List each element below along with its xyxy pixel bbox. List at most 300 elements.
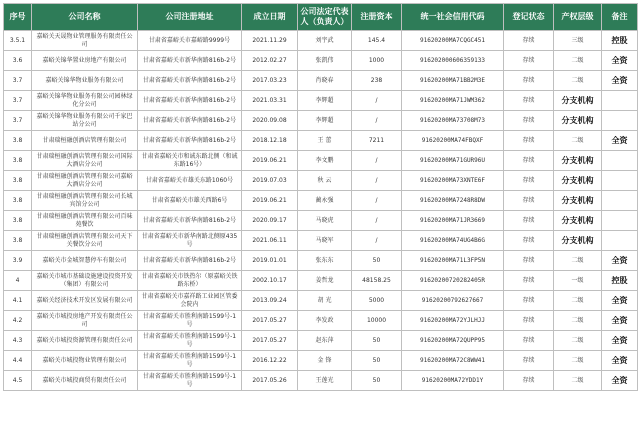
cell-addr (138, 51, 242, 71)
cell-capital-text: 1000 (368, 56, 385, 64)
cell-code (402, 251, 504, 271)
cell-note (602, 51, 638, 71)
cell-note (602, 131, 638, 151)
cell-rep-text: 刘宇武 (315, 36, 334, 44)
cell-code (402, 271, 504, 291)
cell-code (402, 51, 504, 71)
cell-seq-text: 3.5.1 (9, 36, 26, 44)
cell-date (242, 211, 298, 231)
cell-seq-text: 4.1 (12, 296, 23, 304)
cell-code-text: 91620200MA71L3FP5N (419, 256, 486, 264)
cell-rel (554, 111, 602, 131)
cell-status (504, 351, 554, 371)
cell-status-text: 存续 (522, 156, 535, 164)
table-row (4, 51, 638, 71)
cell-name-text: 嘉峪关市金城智慧停车有限公司 (42, 256, 127, 264)
header-addr: 公司注册地址 (138, 4, 242, 31)
cell-seq-text: 3.8 (12, 176, 23, 184)
header-rel: 产权层级 (554, 4, 602, 31)
cell-code-text: 91620200MA7248R8DW (419, 196, 486, 204)
cell-name-text: 嘉峪关市城投资源管理有限责任公司 (36, 336, 133, 344)
table-row (4, 131, 638, 151)
table-row (4, 31, 638, 51)
cell-name (32, 191, 138, 211)
cell-rep-text: 蔺永强 (315, 196, 334, 204)
cell-rep-text: 赵东萍 (315, 336, 334, 344)
cell-name (32, 371, 138, 391)
table-header-row (4, 4, 638, 31)
cell-status-text: 存续 (522, 56, 535, 64)
cell-seq (4, 131, 32, 151)
header-status: 登记状态 (504, 4, 554, 31)
cell-rep (298, 211, 352, 231)
cell-date (242, 331, 298, 351)
cell-date (242, 51, 298, 71)
cell-seq (4, 231, 32, 251)
cell-status-text: 存续 (522, 196, 535, 204)
cell-date-text: 2020.09.17 (252, 216, 287, 224)
cell-rel-text: 二级 (571, 136, 584, 144)
cell-name-text: 嘉峪关天晟物业管理服务有限责任公司 (36, 32, 133, 48)
cell-capital (352, 251, 402, 271)
cell-rel-text: 二级 (571, 256, 584, 264)
cell-seq (4, 51, 32, 71)
cell-capital-text: / (375, 196, 378, 204)
cell-rel (554, 351, 602, 371)
cell-seq-text: 4 (15, 276, 20, 284)
cell-addr (138, 211, 242, 231)
company-table-container (3, 3, 637, 421)
cell-note-text: 控股 (611, 275, 628, 285)
table-row (4, 271, 638, 291)
cell-seq (4, 111, 32, 131)
cell-name (32, 111, 138, 131)
cell-capital-text: 50 (372, 376, 381, 384)
cell-rel (554, 31, 602, 51)
cell-date (242, 171, 298, 191)
cell-date (242, 71, 298, 91)
cell-capital-text: 145.4 (367, 36, 386, 44)
cell-note (602, 271, 638, 291)
cell-rel-text: 分支机构 (561, 175, 594, 185)
cell-name (32, 51, 138, 71)
cell-addr-text: 甘肃省嘉峪关市雄关东路1060号 (145, 176, 234, 184)
cell-name-text: 甘肃瑞桓融创酒店管理有限公司 (42, 136, 127, 144)
cell-note (602, 311, 638, 331)
cell-rep (298, 371, 352, 391)
cell-date-text: 2019.06.21 (252, 156, 287, 164)
cell-capital-text: 10000 (366, 316, 387, 324)
cell-rel (554, 331, 602, 351)
table-row (4, 151, 638, 171)
cell-note (602, 211, 638, 231)
cell-rep-text: 李发政 (315, 316, 334, 324)
cell-capital-text: 7211 (368, 136, 385, 144)
cell-date-text: 2021.11.29 (252, 36, 287, 44)
cell-rel-text: 二级 (571, 356, 584, 364)
cell-seq (4, 31, 32, 51)
cell-capital-text: / (375, 176, 378, 184)
cell-rep (298, 171, 352, 191)
cell-seq-text: 4.4 (12, 356, 23, 364)
cell-addr (138, 31, 242, 51)
cell-seq-text: 3.9 (12, 256, 23, 264)
cell-capital-text: / (375, 96, 378, 104)
cell-rep-text: 张凯伟 (315, 56, 334, 64)
cell-status-text: 存续 (522, 116, 535, 124)
cell-rel (554, 51, 602, 71)
cell-rel-text: 分支机构 (561, 215, 594, 225)
cell-name-text: 嘉峪关锦华物业服务有限公司园林绿化分公司 (36, 92, 133, 108)
cell-name (32, 211, 138, 231)
cell-date (242, 231, 298, 251)
cell-capital (352, 131, 402, 151)
cell-rep (298, 271, 352, 291)
table-row (4, 111, 638, 131)
cell-rel-text: 分支机构 (561, 155, 594, 165)
cell-addr (138, 231, 242, 251)
cell-rep-text: 马晓虎 (315, 216, 334, 224)
cell-capital-text: / (375, 156, 378, 164)
cell-addr-text: 甘肃省嘉峪关市新华南路816b-2号 (142, 216, 237, 224)
cell-status-text: 存续 (522, 356, 535, 364)
cell-capital (352, 51, 402, 71)
cell-rel-text: 二级 (571, 76, 584, 84)
cell-addr (138, 171, 242, 191)
cell-rep (298, 71, 352, 91)
cell-rep (298, 91, 352, 111)
cell-capital (352, 271, 402, 291)
cell-name (32, 331, 138, 351)
cell-name (32, 91, 138, 111)
table-row (4, 371, 638, 391)
cell-note (602, 31, 638, 51)
cell-code-text: 91620200MA74FBQXF (421, 136, 484, 144)
cell-code (402, 171, 504, 191)
cell-status (504, 371, 554, 391)
cell-status-text: 存续 (522, 296, 535, 304)
cell-name (32, 31, 138, 51)
cell-code-text: 91620200720282405R (419, 276, 486, 284)
table-row (4, 191, 638, 211)
cell-addr-text: 甘肃省嘉峪关市新华南路816b-2号 (142, 116, 237, 124)
cell-code-text: 91620200MA72QUPP95 (419, 336, 486, 344)
cell-code (402, 211, 504, 231)
cell-code (402, 231, 504, 251)
cell-code (402, 191, 504, 211)
cell-rel-text: 二级 (571, 316, 584, 324)
cell-capital-text: 50 (372, 336, 381, 344)
cell-rep-text: 李文鹏 (315, 156, 334, 164)
cell-rel-text: 分支机构 (561, 195, 594, 205)
cell-addr (138, 371, 242, 391)
cell-code-text: 91620200MA72YJLHJJ (419, 316, 486, 324)
cell-name-text: 甘肃瑞桓融创酒店管理有限公司百味苑餐饮 (36, 212, 133, 228)
cell-code (402, 371, 504, 391)
cell-date (242, 191, 298, 211)
cell-addr (138, 71, 242, 91)
cell-rep-text: 张东东 (315, 256, 334, 264)
cell-name-text: 嘉峪关市城投商贸有限责任公司 (42, 376, 127, 384)
cell-rep (298, 331, 352, 351)
cell-rel (554, 231, 602, 251)
cell-code-text: 91620200MA7CQGC451 (419, 36, 486, 44)
cell-seq (4, 351, 32, 371)
cell-status (504, 311, 554, 331)
cell-capital (352, 151, 402, 171)
cell-capital-text: 50 (372, 356, 381, 364)
cell-rep-text: 肖晓春 (315, 76, 334, 84)
cell-capital (352, 331, 402, 351)
cell-name-text: 嘉峪关锦华置业房地产有限公司 (42, 56, 127, 64)
cell-capital (352, 211, 402, 231)
cell-status (504, 111, 554, 131)
cell-status (504, 291, 554, 311)
cell-capital (352, 171, 402, 191)
cell-rep-text: 王 蕾 (317, 136, 332, 144)
cell-note-text: 全资 (611, 255, 628, 265)
cell-code (402, 131, 504, 151)
cell-name-text: 嘉峪关市城投房地产开发有限责任公司 (36, 312, 133, 328)
cell-addr-text: 甘肃省嘉峪关市胜利南路1599号-1号 (142, 352, 237, 368)
cell-rep (298, 31, 352, 51)
cell-name (32, 291, 138, 311)
cell-code-text: 91620200MA74UG4B6G (419, 236, 486, 244)
cell-name (32, 71, 138, 91)
cell-addr-text: 甘肃省嘉峪关市和诚东路北侧（和诚东路16号） (141, 152, 238, 168)
cell-note (602, 251, 638, 271)
table-row (4, 231, 638, 251)
cell-rel-text: 二级 (571, 56, 584, 64)
cell-seq (4, 371, 32, 391)
cell-code (402, 71, 504, 91)
table-row (4, 291, 638, 311)
cell-rel (554, 311, 602, 331)
cell-date (242, 91, 298, 111)
cell-date-text: 2017.03.23 (252, 76, 287, 84)
cell-rel-text: 分支机构 (561, 235, 594, 245)
cell-capital (352, 111, 402, 131)
cell-note (602, 351, 638, 371)
cell-code (402, 291, 504, 311)
cell-rep-text: 金 锋 (317, 356, 332, 364)
cell-seq-text: 3.8 (12, 156, 23, 164)
cell-capital-text: 5000 (368, 296, 385, 304)
cell-note (602, 331, 638, 351)
cell-rep (298, 291, 352, 311)
header-rep: 公司法定代表人（负责人） (298, 4, 352, 31)
cell-rel (554, 371, 602, 391)
cell-date-text: 2017.05.27 (252, 316, 287, 324)
cell-addr-text: 甘肃省嘉峪关市新华南路北侧原435号 (141, 232, 238, 248)
cell-code-text: 916202000606359133 (419, 56, 486, 64)
cell-status (504, 171, 554, 191)
cell-code (402, 331, 504, 351)
cell-date-text: 2017.05.26 (252, 376, 287, 384)
cell-date (242, 351, 298, 371)
cell-rep (298, 231, 352, 251)
cell-rel (554, 251, 602, 271)
cell-status (504, 191, 554, 211)
cell-rep (298, 111, 352, 131)
cell-rel (554, 71, 602, 91)
cell-addr-text: 甘肃省嘉峪关市胜利南路1599号-1号 (142, 332, 237, 348)
cell-name (32, 151, 138, 171)
cell-code-text: 91620200MA71JR3669 (419, 216, 486, 224)
cell-name-text: 嘉峪关锦华物业服务有限公司 (45, 76, 124, 84)
header-name: 公司名称 (32, 4, 138, 31)
cell-rep (298, 131, 352, 151)
cell-addr (138, 351, 242, 371)
cell-capital (352, 91, 402, 111)
cell-note-text: 全资 (611, 295, 628, 305)
cell-date-text: 2019.01.01 (252, 256, 287, 264)
cell-seq-text: 3.8 (12, 216, 23, 224)
cell-name (32, 311, 138, 331)
cell-note-text: 控股 (611, 35, 628, 45)
cell-seq (4, 251, 32, 271)
cell-rep-text: 秋 云 (317, 176, 332, 184)
table-row (4, 331, 638, 351)
cell-date-text: 2002.10.17 (252, 276, 287, 284)
cell-seq-text: 3.8 (12, 196, 23, 204)
cell-note (602, 171, 638, 191)
cell-date-text: 2021.03.31 (252, 96, 287, 104)
cell-date (242, 251, 298, 271)
cell-status-text: 存续 (522, 216, 535, 224)
cell-status (504, 91, 554, 111)
cell-note-text: 全资 (611, 315, 628, 325)
cell-name-text: 嘉峪关经济技术开发区发展有限公司 (36, 296, 133, 304)
cell-addr (138, 311, 242, 331)
cell-date-text: 2012.02.27 (252, 56, 287, 64)
cell-status (504, 131, 554, 151)
cell-name (32, 131, 138, 151)
cell-status-text: 存续 (522, 336, 535, 344)
cell-capital (352, 371, 402, 391)
cell-capital (352, 311, 402, 331)
header-date: 成立日期 (242, 4, 298, 31)
cell-rel-text: 二级 (571, 296, 584, 304)
cell-date (242, 311, 298, 331)
cell-date-text: 2021.06.11 (252, 236, 287, 244)
table-body (4, 31, 638, 391)
cell-rel-text: 二级 (571, 336, 584, 344)
cell-addr-text: 甘肃省嘉峪关市新华南路816b-2号 (142, 76, 237, 84)
cell-rep-text: 马晓军 (315, 236, 334, 244)
cell-seq (4, 91, 32, 111)
cell-note-text: 全资 (611, 55, 628, 65)
cell-addr-text: 甘肃省嘉峪关市铁热尔（原嘉峪关铁路东桥） (141, 272, 238, 288)
cell-status-text: 存续 (522, 276, 535, 284)
cell-rep-text: 王莲光 (315, 376, 334, 384)
cell-status-text: 存续 (522, 36, 535, 44)
cell-addr-text: 甘肃省嘉峪关市新华南路816b-2号 (142, 256, 237, 264)
cell-seq-text: 4.3 (12, 336, 23, 344)
cell-addr-text: 甘肃省嘉峪关市新华南路816b-2号 (142, 136, 237, 144)
cell-date (242, 271, 298, 291)
cell-addr-text: 甘肃省嘉峪关市嘉祥路工业园区管委会院内 (141, 292, 238, 308)
cell-note (602, 231, 638, 251)
cell-seq-text: 4.2 (12, 316, 23, 324)
cell-note (602, 371, 638, 391)
cell-rel-text: 分支机构 (561, 115, 594, 125)
cell-addr-text: 甘肃省嘉峪关市嘉峪路9999号 (148, 36, 231, 44)
cell-date-text: 2016.12.22 (252, 356, 287, 364)
cell-rep (298, 51, 352, 71)
cell-status-text: 存续 (522, 136, 535, 144)
cell-note (602, 291, 638, 311)
cell-capital-text: 50 (372, 256, 381, 264)
cell-capital-text: / (375, 216, 378, 224)
cell-name (32, 171, 138, 191)
cell-code (402, 151, 504, 171)
cell-status (504, 271, 554, 291)
cell-date-text: 2013.09.24 (252, 296, 287, 304)
cell-status (504, 251, 554, 271)
cell-rep-text: 姜哲龙 (315, 276, 334, 284)
cell-seq (4, 291, 32, 311)
cell-name (32, 351, 138, 371)
cell-seq (4, 171, 32, 191)
cell-capital-text: / (375, 236, 378, 244)
cell-capital (352, 191, 402, 211)
cell-note (602, 91, 638, 111)
cell-code-text: 91620200MA72YDD1Y (421, 376, 484, 384)
cell-rel (554, 271, 602, 291)
cell-note-text: 全资 (611, 75, 628, 85)
cell-status-text: 存续 (522, 176, 535, 184)
table-row (4, 91, 638, 111)
cell-rel-text: 一级 (571, 276, 584, 284)
cell-status (504, 231, 554, 251)
cell-addr (138, 271, 242, 291)
cell-addr-text: 甘肃省嘉峪关市胜利南路1599号-1号 (142, 312, 237, 328)
cell-code-text: 91620200792627667 (421, 296, 484, 304)
cell-date (242, 131, 298, 151)
cell-note (602, 151, 638, 171)
cell-seq-text: 3.7 (12, 96, 23, 104)
cell-note-text: 全资 (611, 355, 628, 365)
cell-note (602, 71, 638, 91)
cell-code (402, 351, 504, 371)
cell-date-text: 2019.07.03 (252, 176, 287, 184)
cell-seq-text: 3.8 (12, 236, 23, 244)
cell-name (32, 271, 138, 291)
cell-status (504, 151, 554, 171)
cell-date (242, 111, 298, 131)
cell-seq-text: 3.6 (12, 56, 23, 64)
cell-note-text: 全资 (611, 375, 628, 385)
cell-seq-text: 3.8 (12, 136, 23, 144)
cell-addr (138, 91, 242, 111)
cell-rel (554, 131, 602, 151)
cell-capital (352, 31, 402, 51)
cell-seq (4, 211, 32, 231)
cell-seq-text: 3.7 (12, 116, 23, 124)
cell-code-text: 91620200MA73XNTE6F (419, 176, 486, 184)
cell-name-text: 嘉峪关市城投物业管理有限公司 (42, 356, 127, 364)
cell-status (504, 51, 554, 71)
cell-addr-text: 甘肃省嘉峪关市雄关西路6号 (151, 196, 228, 204)
table-row (4, 311, 638, 331)
header-seq: 序号 (4, 4, 32, 31)
cell-name-text: 甘肃瑞桓融创酒店管理有限公司天下关餐饮分公司 (36, 232, 133, 248)
cell-capital (352, 71, 402, 91)
cell-rel (554, 151, 602, 171)
table-row (4, 171, 638, 191)
cell-date (242, 291, 298, 311)
